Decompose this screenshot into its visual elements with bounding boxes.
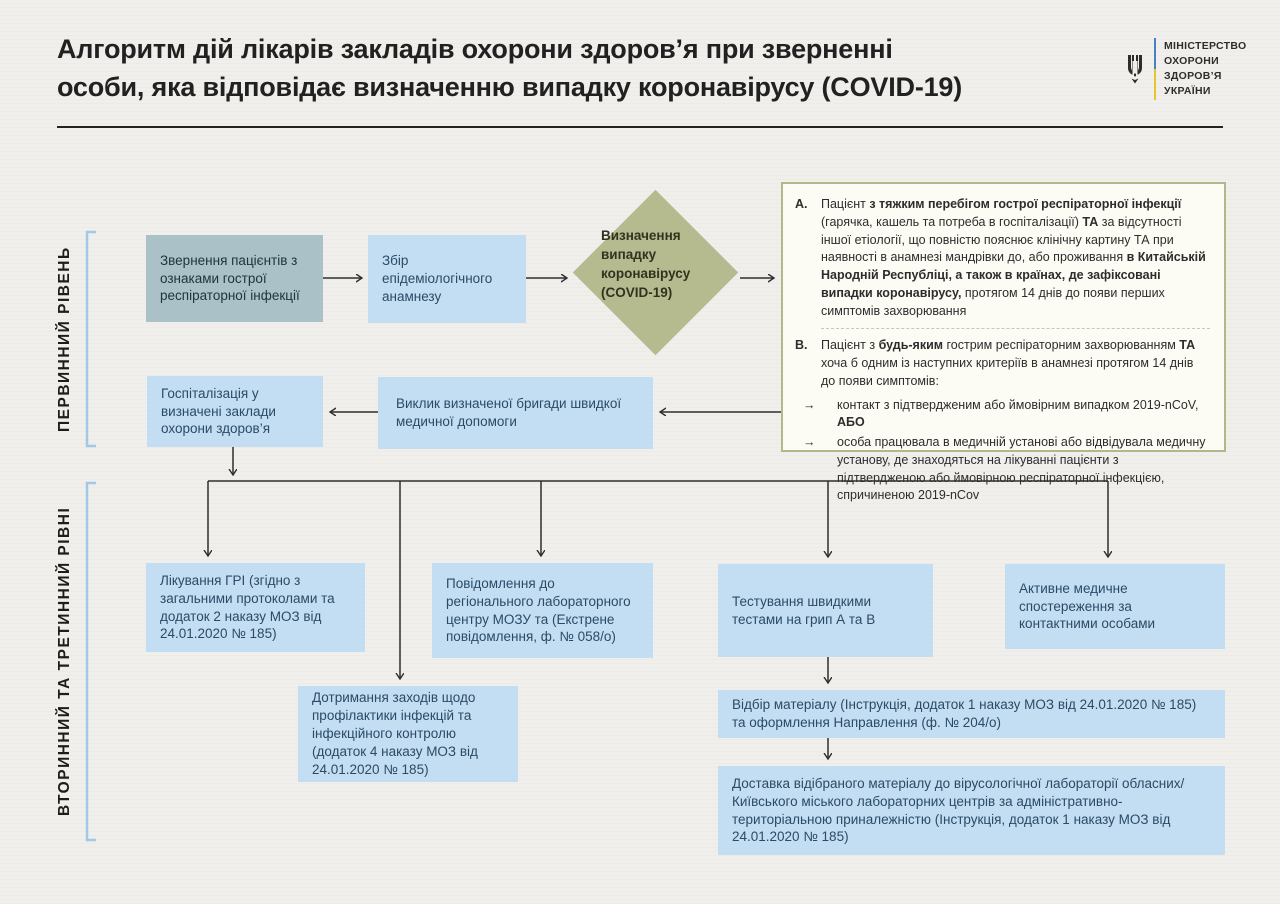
flow-node-infection-control	[298, 686, 518, 782]
level-label-primary: ПЕРВИННИЙ РІВЕНЬ	[56, 246, 73, 432]
flow-node-epidemiological-anamnesis	[368, 235, 526, 323]
criteria-bullet	[795, 434, 1210, 505]
criteria-item-a	[795, 196, 1210, 320]
page-title-line-1: Алгоритм дій лікарів закладів охорони здоров’я при зверненні	[57, 34, 893, 64]
flow-node-label: Відбір матеріалу (Інструкція, додаток 1 наказу МОЗ від 24.01.2020 № 185) та оформлення Направлення (ф. № 204/о)	[732, 697, 1197, 730]
flow-node-label: Збір епідеміологічного анамнезу	[382, 253, 493, 304]
logo-text-line: ЗДОРОВ’Я	[1164, 70, 1222, 82]
criteria-bullet-list	[795, 397, 1210, 506]
flow-node-label: Лікування ГРІ (згідно з загальними протоколами та додаток 2 наказу МОЗ від 24.01.2020 № 185)	[160, 572, 335, 642]
flow-node-label: Тестування швидкими тестами на грип А та В	[732, 593, 876, 627]
flow-node-ambulance-call	[378, 377, 653, 449]
criteria-item-b-label: В.	[795, 338, 808, 353]
flow-node-label: Активне медичне спостереження за контактними особами	[1019, 580, 1156, 632]
criteria-bullet-text: контакт з підтвердженим або ймовірним випадком 2019-nCoV, АБО	[837, 397, 1199, 430]
flow-node-label: Доставка відібраного матеріалу до вірусологічної лабораторії обласних/Київського міського лабораторних центрів за адміністративно-територіальною приналежністю (Інструкція, додаток 1 наказу МОЗ від 24.01.2020 № 185)	[732, 775, 1185, 845]
flow-node-ari-treatment	[146, 563, 365, 652]
flow-node-patient-presentation	[146, 235, 323, 322]
flow-node-specimen-delivery	[718, 766, 1225, 855]
criteria-item-b-text: Пацієнт з будь-яким гострим респіраторним захворюванням ТА хоча б одним із наступних критеріїв в анамнезі протягом 14 днів до появи симптомів:	[821, 338, 1196, 388]
criteria-item-b	[795, 337, 1210, 390]
decision-diamond-label: Визначення випадку коронавірусу (COVID-19)	[601, 228, 691, 300]
logo-text-line: ОХОРОНИ	[1164, 55, 1219, 67]
logo-text-line: УКРАЇНИ	[1164, 85, 1211, 97]
arrow-bullet-icon: →	[803, 397, 816, 412]
criteria-item-a-text: Пацієнт з тяжким перебігом гострої респіраторної інфекції (гарячка, кашель та потреба в госпіталізації) ТА за відсутності іншої етіології, що повністю пояснює клінічну картину ТА при наявності в анамнезі мандрівки до, або проживання в Китайській Народній Республіці, а також в країнах, де зафіксовані випадки коронавірусу, протягом 14 днів до появи перших симптомів захворювання	[821, 197, 1206, 318]
flow-node-label: Звернення пацієнтів з ознаками гострої респіраторної інфекції	[160, 252, 300, 304]
criteria-item-a-label: А.	[795, 197, 808, 211]
flow-node-label: Повідомлення до регіонального лабораторного центру МОЗУ та (Екстрене повідомлення, ф. № 058/о)	[446, 575, 631, 645]
level-label-secondary: ВТОРИННИЙ ТА ТРЕТИННИЙ РІВНІ	[56, 506, 73, 817]
logo-text-line: МІНІСТЕРСТВО	[1164, 40, 1247, 52]
criteria-bullet-text: особа працювала в медичній установі або відвідувала медичну установу, де знаходяться на лікуванні пацієнти з підтвердженою або ймовірною респіраторної інфекцією, спричиненою 2019-nCov	[837, 435, 1206, 503]
flow-node-label: Виклик визначеної бригади швидкої медичної допомоги	[396, 396, 622, 429]
flow-node-contact-observation	[1005, 564, 1225, 649]
flow-node-hospitalization	[147, 376, 323, 447]
flow-node-rapid-flu-testing	[718, 564, 933, 657]
page-title-line-2: особи, яка відповідає визначенню випадку коронавірусу (COVID-19)	[57, 72, 963, 102]
criteria-divider	[821, 328, 1210, 329]
flow-node-label: Госпіталізація у визначені заклади охорони здоров’я	[161, 385, 276, 437]
arrow-bullet-icon: →	[803, 435, 816, 449]
flow-node-lab-center-notification	[432, 563, 653, 658]
flow-node-specimen-collection	[718, 690, 1225, 738]
flow-node-label: Дотримання заходів щодо профілактики інфекцій та інфекційного контролю (додаток 4 наказу МОЗ від 24.01.2020 № 185)	[312, 690, 478, 777]
criteria-bullet	[795, 397, 1210, 433]
case-definition-panel	[781, 182, 1226, 503]
